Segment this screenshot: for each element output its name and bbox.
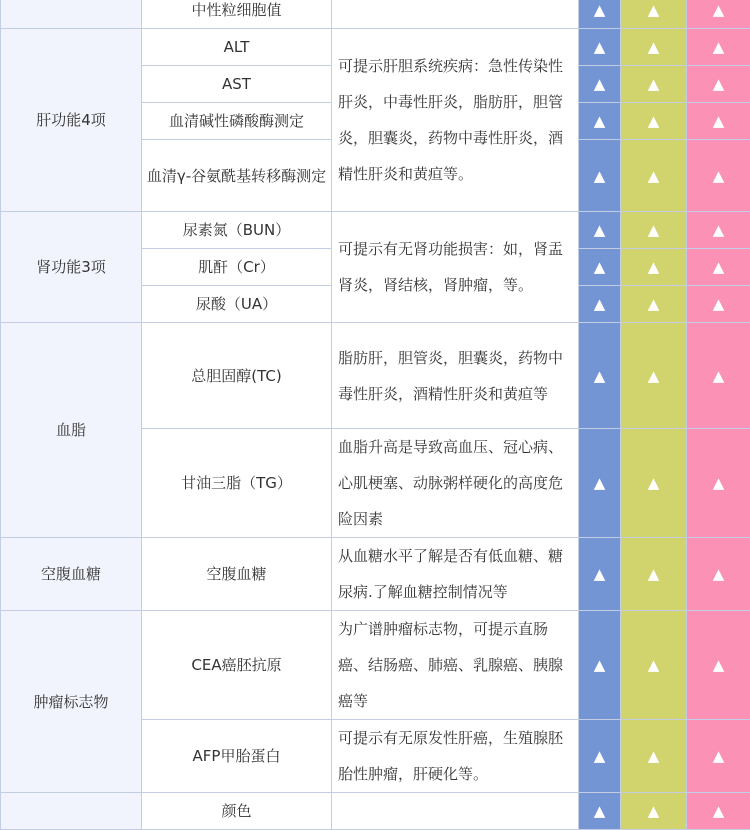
description-cell: 可提示有无肾功能损害：如，肾盂肾炎，肾结核，肾肿瘤，等。 [332,212,579,323]
mark-cell: ▲ [621,611,687,720]
item-cell: 尿酸（UA） [142,286,332,323]
item-cell: 甘油三脂（TG） [142,429,332,538]
mark-cell: ▲ [687,611,750,720]
table-row [1,0,750,29]
mark-cell: ▲ [621,103,687,140]
mark-cell: ▲ [687,249,750,286]
category-cell [1,0,142,29]
mark-cell: ▲ [621,249,687,286]
category-cell [1,793,142,830]
item-cell: 尿素氮（BUN） [142,212,332,249]
item-cell: 中性粒细胞值 [142,0,332,29]
mark-cell: ▲ [687,0,750,29]
description-cell [332,793,579,830]
description-cell: 从血糖水平了解是否有低血糖、糖尿病.了解血糖控制情况等 [332,538,579,611]
mark-cell: ▲ [579,66,621,103]
item-cell: CEA癌胚抗原 [142,611,332,720]
mark-cell: ▲ [579,103,621,140]
item-cell: 血清碱性磷酸酶测定 [142,103,332,140]
mark-cell: ▲ [687,538,750,611]
table-row [1,29,750,66]
table-row [1,793,750,830]
mark-cell: ▲ [579,611,621,720]
item-cell: AST [142,66,332,103]
mark-cell: ▲ [621,538,687,611]
mark-cell: ▲ [687,286,750,323]
mark-cell: ▲ [579,0,621,29]
mark-cell: ▲ [579,286,621,323]
mark-cell: ▲ [621,286,687,323]
item-cell: AFP甲胎蛋白 [142,720,332,793]
item-cell: 肌酐（Cr） [142,249,332,286]
mark-cell: ▲ [579,249,621,286]
mark-cell: ▲ [687,323,750,429]
mark-cell: ▲ [621,429,687,538]
item-cell: 空腹血糖 [142,538,332,611]
description-cell [332,0,579,29]
item-cell: ALT [142,29,332,66]
mark-cell: ▲ [621,29,687,66]
mark-cell: ▲ [621,720,687,793]
mark-cell: ▲ [579,429,621,538]
mark-cell: ▲ [621,0,687,29]
mark-cell: ▲ [621,140,687,212]
category-cell: 肿瘤标志物 [1,611,142,793]
category-cell: 肝功能4项 [1,29,142,212]
description-cell: 脂肪肝，胆管炎，胆囊炎，药物中毒性肝炎，酒精性肝炎和黄疸等 [332,323,579,429]
mark-cell: ▲ [687,793,750,830]
mark-cell: ▲ [687,66,750,103]
mark-cell: ▲ [579,720,621,793]
mark-cell: ▲ [687,212,750,249]
mark-cell: ▲ [621,793,687,830]
category-cell: 空腹血糖 [1,538,142,611]
mark-cell: ▲ [687,103,750,140]
item-cell: 颜色 [142,793,332,830]
description-cell: 可提示肝胆系统疾病：急性传染性肝炎，中毒性肝炎，脂肪肝，胆管炎，胆囊炎，药物中毒性肝炎，酒精性肝炎和黄疸等。 [332,29,579,212]
mark-cell: ▲ [579,323,621,429]
mark-cell: ▲ [621,66,687,103]
description-cell: 可提示有无原发性肝癌，生殖腺胚胎性肿瘤，肝硬化等。 [332,720,579,793]
mark-cell: ▲ [579,212,621,249]
description-cell: 血脂升高是导致高血压、冠心病、心肌梗塞、动脉粥样硬化的高度危险因素 [332,429,579,538]
mark-cell: ▲ [687,720,750,793]
category-cell: 肾功能3项 [1,212,142,323]
table-row [1,323,750,429]
mark-cell: ▲ [687,140,750,212]
item-cell: 总胆固醇(TC) [142,323,332,429]
table-row [1,611,750,720]
mark-cell: ▲ [579,538,621,611]
description-cell: 为广谱肿瘤标志物，可提示直肠癌、结肠癌、肺癌、乳腺癌、胰腺癌等 [332,611,579,720]
category-cell: 血脂 [1,323,142,538]
mark-cell: ▲ [579,140,621,212]
mark-cell: ▲ [621,212,687,249]
item-cell: 血清γ-谷氨酰基转移酶测定 [142,140,332,212]
mark-cell: ▲ [687,29,750,66]
mark-cell: ▲ [687,429,750,538]
mark-cell: ▲ [621,323,687,429]
table-row [1,538,750,611]
table-row [1,212,750,249]
mark-cell: ▲ [579,29,621,66]
mark-cell: ▲ [579,793,621,830]
